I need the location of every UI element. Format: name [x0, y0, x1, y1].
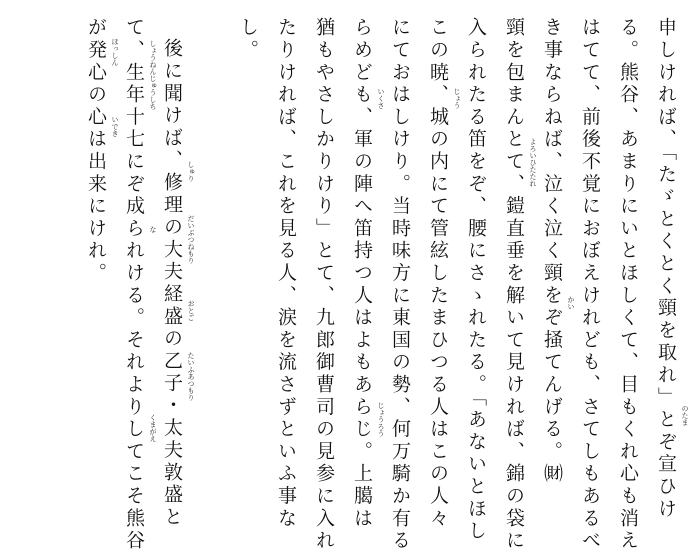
text-column-15: が発心の心は出来にけれ。: [85, 17, 107, 285]
ruby-annotation: じょう: [453, 88, 461, 109]
ruby-annotation: じょうろう: [377, 402, 385, 437]
text-column-13: 後に聞けば、修理の大夫経盛の乙子・太夫敦盛と: [161, 38, 183, 529]
ruby-annotation: ほっしん: [111, 38, 119, 66]
text-column-11: たりければ、これを見る人、涙を流さずといふ事な: [275, 17, 297, 530]
ruby-annotation: いでき: [111, 116, 119, 137]
ruby-annotation: よろいひたたれ: [529, 138, 537, 187]
ruby-annotation: おとご: [187, 300, 195, 321]
ruby-annotation: しゅり: [187, 161, 195, 182]
text-column-6: 入られたる笛をぞ、腰にさゝれたる。「あないとほし: [465, 17, 487, 543]
text-column-8: にておはしけり。当時味方に東国の勢、何万騎か有る: [389, 17, 411, 552]
text-column-2: る。熊谷、あまりにいとほしくて、目もくれ心も消え: [617, 17, 639, 552]
text-column-7: この暁、城の内にて管絃したまひつる人はこの人々: [427, 17, 449, 530]
text-column-12: し。: [237, 17, 259, 62]
ruby-annotation: な: [149, 226, 157, 233]
ruby-annotation: だいぶつねもり: [187, 215, 195, 264]
text-column-5: 頸を包まんとて、鎧直垂を解いて見ければ、錦の袋に: [503, 17, 525, 552]
ruby-annotation: たいふあつもり: [187, 352, 195, 401]
ruby-annotation: いくさ: [377, 88, 385, 109]
ruby-annotation: くまがえ: [149, 414, 157, 442]
ruby-annotation: のたま: [681, 405, 689, 426]
text-column-14: て、生年十七にぞ成られける。それよりしてこそ熊谷: [123, 17, 145, 552]
text-column-9: らめども、軍の陣へ笛持つ人はよもあらじ。上臈は: [351, 17, 373, 530]
ruby-annotation: しょうねんじゅうしち: [149, 40, 157, 110]
text-column-4: き事ならねば、泣く泣く頸をぞ掻てんげる。㈶: [541, 17, 563, 486]
text-column-3: はてて、前後不覚におぼえけれども、さてしもあるべ: [579, 17, 601, 552]
text-column-1: 申しければ、「たゞとくとく頸を取れ」とぞ宣ひけ: [655, 17, 677, 521]
ruby-annotation: かい: [567, 296, 575, 310]
text-column-10: 猶もやさしかりけり」とて、九郎御曹司の見参に入れ: [313, 17, 335, 552]
